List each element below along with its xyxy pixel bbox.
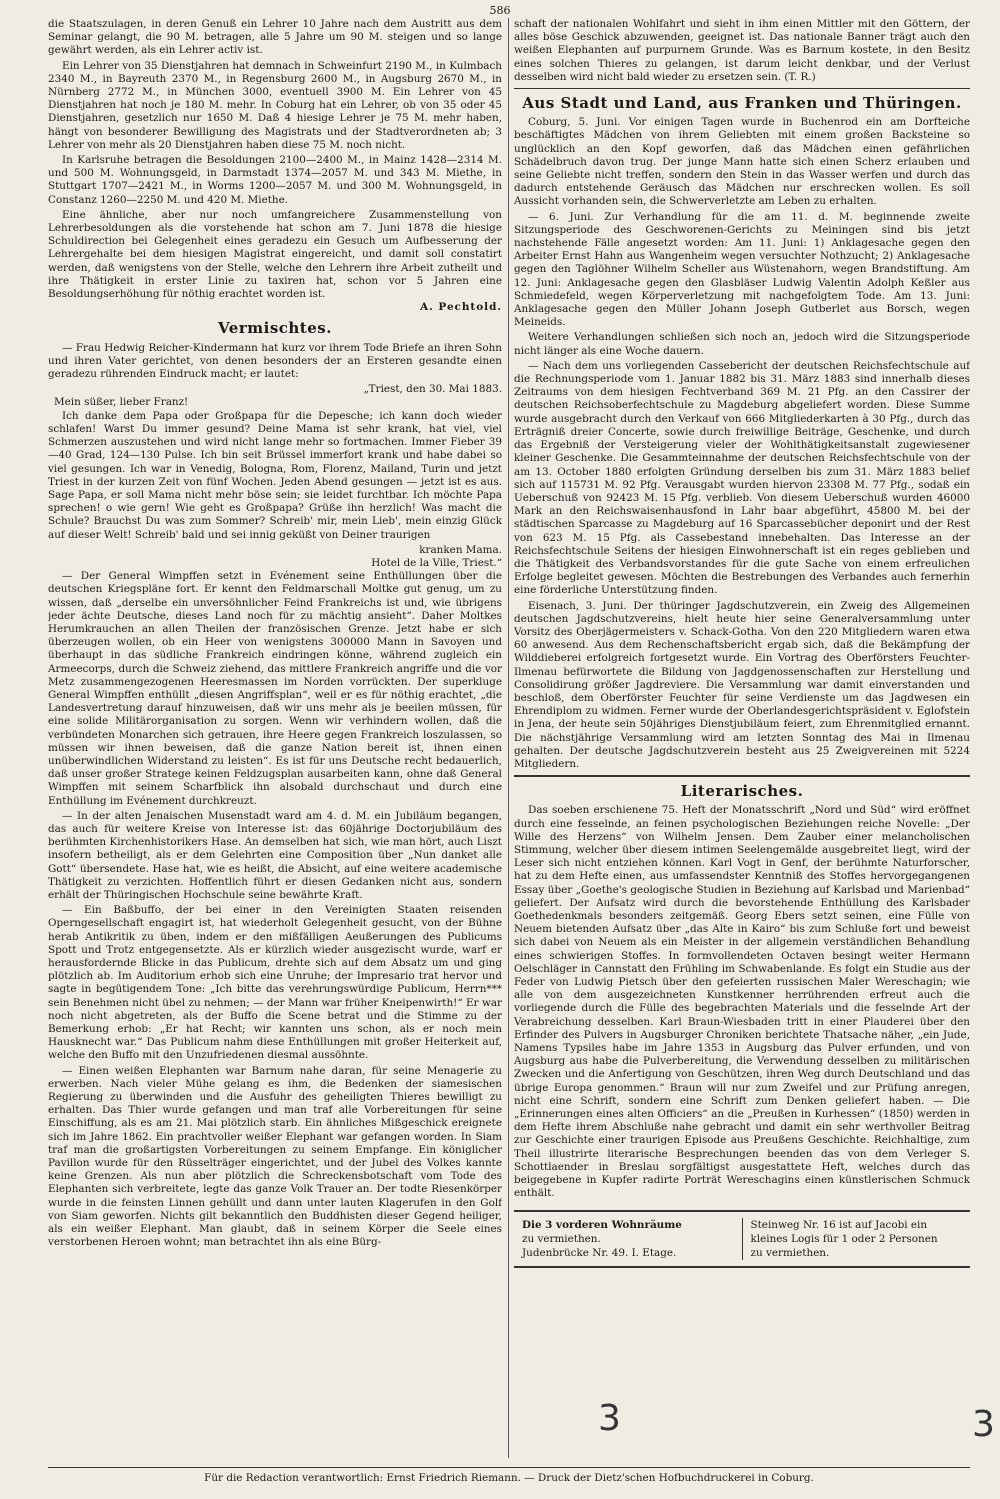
ad-line: Die 3 vorderen Wohnräume	[522, 1219, 682, 1232]
article-text: — Einen weißen Elephanten war Barnum nahe daran, für seine Menagerie zu erwerben. Nach vieler Mühe gelang es ihm, die Bedenken der siamesischen Regierung zu überwinden und die Ausfuhr des geheiligten Thieres bewilligt zu erhalten. Das Thier wurde gefangen und man traf alle Vorbereitungen für seine Einschiffung, als es am 21. Mai plötzlich starb. Ein ähnliches Mißgeschick ereignete sich im Jahre 1862. Ein prachtvoller weißer Elephant war gefangen worden. In Siam traf man die großartigsten Vorbereitungen zu seinem Empfange. Ein königlicher Pavillon wurde für den Rüsselträger eingerichtet, und der Jubel des Volkes kannte keine Grenzen. Als nun aber plötzlich die Schreckensbotschaft vom Tode des Elephanten sich verbreitete, legte das ganze Volk Trauer an. Der todte Riesenkörper wurde in die feinsten Linnen gehüllt und dann unter lauten Klagerufen in den Golf von Siam geworfen. Nichts gilt bekanntlich den Buddhisten dieser Gegend heiliger, als ein weißer Elephant. Man glaubt, daß in seinem Körper die Seele eines verstorbenen Heroen wohnt; man betrachtet ihn als eine Bürg-	[48, 1064, 502, 1249]
ad-line: kleines Logis für 1 oder 2 Personen	[750, 1233, 938, 1246]
divider	[514, 88, 970, 89]
letter-salutation: Mein süßer, lieber Franz!	[54, 396, 189, 409]
page-number: 586	[489, 4, 511, 17]
ad-logis	[742, 1218, 971, 1260]
ad-line: Steinweg Nr. 16 ist auf Jacobi ein	[750, 1219, 928, 1232]
section-heading-literarisches: Literarisches.	[680, 782, 804, 801]
letter-closing-place: Hotel de la Ville, Triest.“	[371, 556, 502, 569]
article-text: Ein Lehrer von 35 Dienstjahren hat demnach in Schweinfurt 2190 M., in Kulmbach 2340 M., in Bayreuth 2370 M., in Regensburg 2600 M., in Augsburg 2670 M., in Nürnberg 2772 M., in München 3000, eventuell 3900 M. Ein Lehrer von 45 Dienstjahren hat noch je 180 M. mehr. In Coburg hat ein Lehrer, ob von 35 oder 45 Dienstjahren, gesetzlich nur 1650 M. Daß 4 hiesige Lehrer je 75 M. mehr haben, hängt von besonderer Bewilligung des Magistrats und der Stadtverordneten ab; 3 Lehrer von mehr als 20 Dienstjahren haben diese 75 M. noch nicht.	[48, 59, 502, 151]
article-text: Eisenach, 3. Juni. Der thüringer Jagdschutzverein, ein Zweig des Allgemeinen deutschen Jagdschutzvereins, hielt heute hier seine Generalversammlung unter Vorsitz des Oberjägermeisters v. Schack-Gotha. Von den 220 Mitgliedern waren etwa 60 anwesend. Aus dem Rechenschaftsbericht ergab sich, daß die Bekämpfung der Wilddieberei erfolgreich fortgesetzt wurde. Ein Vortrag des Oberförsters Feuchter-Ilmenau befürwortete die Bildung von Jagdgenossenschaften zur Herstellung und Consolidirung größer Jagdreviere. Die Versammlung war damit einverstanden und beschloß, dem Oberförster Feuchter für seine Verdienste um das Jagdwesen ein Ehrendiplom zu widmen. Ferner wurde der Oberlandesgerichtspräsident v. Eglofstein in Jena, der heute sein 50jähriges Dienstjubiläum feiert, zum Ehrenmitglied ernannt. Die nächstjährige Versammlung wird am letzten Sonntag des Mai in Ilmenau gehalten. Der deutsche Jagdschutzverein besteht aus 25 Zweigvereinen mit 5224 Mitgliedern.	[514, 599, 970, 770]
article-text: Weitere Verhandlungen schließen sich noch an, jedoch wird die Sitzungsperiode nicht länger als eine Woche dauern.	[514, 331, 970, 357]
article-text: — In der alten Jenaischen Musenstadt ward am 4. d. M. ein Jubiläum begangen, das auch für weitere Kreise von Interesse ist: das 60jährige Doctorjubiläum des berühmten Kirchenhistorikers Hase. An demselben hat sich, wie man hört, auch Liszt insofern betheiligt, als er dem Gelehrten eine Composition über „Nun danket alle Gott“ übersendete. Hase hat, wie es heißt, die Absicht, auf eine weitere academische Thätigkeit zu verzichten. Hoffentlich führt er diesen Gedanken nicht aus, sondern erhält der Thüringischen Hochschule seine bewährte Kraft.	[48, 809, 502, 901]
classified-ads	[514, 1210, 970, 1268]
section-heading-stadt-land: Aus Stadt und Land, aus Franken und Thüringen.	[522, 94, 962, 113]
ad-wohnraeume	[514, 1218, 742, 1260]
letter-body: Ich danke dem Papa oder Großpapa für die Depesche; ich kann doch wieder schlafen! Warst Du immer gesund? Deine Mama ist sehr krank, hat viel, viel Schmerzen auszustehen und wird nicht lange mehr so fortmachen. Immer Fieber 39—40 Grad, 124—130 Pulse. Ich bin seit Brüssel immerfort krank und habe dabei so viel gesungen. Ich war in Venedig, Bologna, Rom, Florenz, Mailand, Turin und jetzt Triest in der kurzen Zeit von fünf Wochen. Jeden Abend gesungen — jetzt ist es aus. Sage Papa, er soll Mama nicht mehr böse sein; sie leidet furchtbar. Ich möchte Papa sprechen! o wie gern! Wie geht es Großpapa? Grüße ihn herzlich! Was macht die Schule? Brauchst Du was zum Sommer? Schreib' mir, mein Lieb', mein einzig Glück auf dieser Welt! Schreib' bald und sei innig geküßt von Deiner traurigen	[48, 409, 502, 541]
article-text: die Staatszulagen, in deren Genuß ein Lehrer 10 Jahre nach dem Austritt aus dem Seminar gelangt, die 90 M. betragen, alle 5 Jahre um 90 M. steigen und so lange gewährt werden, als ein Lehrer activ ist.	[48, 18, 502, 57]
ad-line: zu vermiethen.	[750, 1247, 830, 1260]
divider	[514, 775, 970, 777]
article-text: In Karlsruhe betragen die Besoldungen 2100—2400 M., in Mainz 1428—2314 M. und 500 M. Wohnungsgeld, in Darmstadt 1374—2057 M. und 343 M. Miethe, in Stuttgart 1707—2421 M., in Worms 1200—2057 M. und 300 M. Wohnungsgeld, in Constanz 1260—2250 M. und 420 M. Miethe.	[48, 154, 502, 206]
right-column	[514, 18, 970, 1460]
article-text: Das soeben erschienene 75. Heft der Monatsschrift „Nord und Süd“ wird eröffnet durch eine fesselnde, an feinen psychologischen Beziehungen reiche Novelle: „Der Wille des Herzens“ von Wilhelm Jensen. Dem Zauber einer melancholischen Stimmung, welcher über diesem intimen Seelengemälde ausgebreitet liegt, wird der Leser sich nicht entziehen können. Karl Vogt in Genf, der berühmte Naturforscher, hat zu dem Hefte einen, aus umfassendster Kenntniß des Stoffes hervorgegangenen Essay über „Goethe's geologische Studien in Beziehung auf Karlsbad und Marienbad“ geliefert. Der Aufsatz wird durch die bevorstehende Enthüllung des Karlsbader Goethedenkmals besonders zeitgemäß. Georg Ebers setzt seinen, eine Fülle von Neuem bietenden Aufsatz über „das Alte in Kairo“ bis zum Schluße fort und beweist sich dabei von Neuem als ein Meister in der allgemein verständlichen Behandlung eines schwierigen Stoffes. In formvollendeten Octaven besingt weiter Hermann Oelschläger in Cannstatt den Frühling im Schwabenlande. Es folgt ein Studie aus der Feder von Ludwig Pietsch über den gefeierten russischen Maler Wereschagin; wie alle von dem ausgezeichneten Kunstkenner herrührenden erfreut auch die vorliegende durch die Fülle des begebrachten Materials und die fesselnde Art der Verabreichung desselben. Karl Braun-Wiesbaden tritt in einer Plauderei über den Erfinder des Pulvers in Augsburger Chroniken berichtete Thatsache näher, „ein Jude, Namens Typsiles habe im Jahre 1353 in Augsburg das Pulver erfunden, und von Augsburg aus habe die Pulverbereitung, die Verwendung desselben zu militärischen Zwecken und die Anfertigung von Geschützen, ihren Weg durch Deutschland und das übrige Europa genommen.“ Braun will nur zum Zweifel und zur Prüfung anregen, nicht eine Schrift, sondern eine Schrift zum Denken geliefert haben. — Die „Erinnerungen eines alten Officiers“ an die „Preußen in Kurhessen“ (1850) werden in dem Hefte ihrem Abschluße nahe gebracht und damit ein sehr werthvoller Beitrag zur Geschichte einer traurigen Episode aus Preußens Geschichte. Reichhaltige, zum Theil illustrirte literarische Besprechungen beenden das von dem Verleger S. Schottlaender in Breslau sorgfältigst ausgestattete Heft, welches durch das beigegebene in Kupfer radirte Porträt Wereschagins einen künstlerischen Schmuck enthält.	[514, 804, 970, 1200]
imprint-footer: Für die Redaction verantwortlich: Ernst Friedrich Riemann. — Druck der Dietz'schen Hofbuchdruckerei in Coburg.	[48, 1467, 970, 1484]
article-text: — Frau Hedwig Reicher-Kindermann hat kurz vor ihrem Tode Briefe an ihren Sohn und ihren Vater gerichtet, von denen besonders der an Ersteren gesandte einen geradezu rührenden Eindruck macht; er lautet:	[48, 341, 502, 381]
column-divider	[508, 18, 509, 1458]
author-signature: A. Pechtold.	[420, 301, 502, 314]
article-text: Coburg, 5. Juni. Vor einigen Tagen wurde in Buchenrod ein am Dorfteiche beschäftigtes Mädchen von ihrem Geliebten mit einem großen Backsteine so unglücklich an den Kopf geworfen, daß das Mädchen einen gefährlichen Schädelbruch davon trug. Der junge Mann hatte sich einen Scherz erlauben und seine Geliebte nicht treffen, sondern den Stein in das Wasser werfen und durch das dadurch entstehende Geräusch das Mädchen nur erschrecken wollen. Es soll Aussicht vorhanden sein, die Schwerverletzte am Leben zu erhalten.	[514, 116, 970, 208]
handwritten-mark: 3	[598, 1398, 621, 1439]
handwritten-mark: 3	[972, 1404, 995, 1445]
ad-line: Judenbrücke Nr. 49. I. Etage.	[522, 1247, 677, 1260]
left-column	[48, 18, 502, 1460]
article-text: — Nach dem uns vorliegenden Cassebericht der deutschen Reichsfechtschule auf die Rechnungsperiode vom 1. Januar 1882 bis 31. März 1883 sind innerhalb dieses Zeitraums von dem hiesigen Fechtverband 369 M. 21 Pfg. an den Cassirer der deutschen Reichsoberfechtschule zu Magdeburg abgeliefert worden. Diese Summe wurde ausgebracht durch den Verkauf von 666 Mitgliederkarten à 30 Pfg., durch das Erträgniß dreier Concerte, sowie durch freiwillige Beiträge, Geschenke, und durch das Ergebniß der Versteigerung vieler der Wohlthätigkeitsanstalt zugewiesener kleiner Geschenke. Die Gesammteinnahme der deutschen Reichsfechtschule von der am 13. October 1880 erfolgten Gründung derselben bis zum 31. März 1883 belief sich auf 115731 M. 92 Pfg. Verausgabt wurden hiervon 23308 M. 77 Pfg., sodaß ein Ueberschuß von 92423 M. 15 Pfg. verblieb. Von diesem Ueberschuß wurden 46000 Mark an den Reichswaisenhausfond in Lahr baar abgeführt, 45800 M. bei der städtischen Sparcasse zu Magdeburg auf 16 Sparcassebücher deponirt und der Rest von 623 M. 15 Pfg. als Cassebestand innebehalten. Das Interesse an der Reichsfechtschule Seitens der hiesigen Einwohnerschaft ist ein reges geblieben und die Thätigkeit des Verbandsvorstandes für die gute Sache von einem erfreulichen Erfolge begleitet gewesen. Möchten die Bestrebungen des Verbandes auch fernerhin eine förderliche Unterstützung finden.	[514, 359, 970, 597]
article-text: schaft der nationalen Wohlfahrt und sieht in ihm einen Mittler mit den Göttern, der alles böse Geschick abzuwenden, geeignet ist. Das nationale Banner trägt auch den weißen Elephanten auf purpurnem Grunde. Was es Barnum kostete, in den Besitz eines solchen Thieres zu gelangen, ist darum leicht denkbar, und der Verlust desselben wird nicht bald wieder zu ersetzen sein. (T. R.)	[514, 18, 970, 83]
letter-closing: kranken Mama.	[419, 543, 502, 556]
article-text: — Der General Wimpffen setzt in Evénement seine Enthüllungen über die deutschen Kriegspläne fort. Er kennt den Feldmarschall Moltke gut genug, um zu wissen, daß „derselbe ein unversöhnlicher Feind Frankreichs ist und, wie übrigens jeder ächte Deutsche, dieses Land noch für zu mächtig ansieht“. Daher Moltkes Herumkrauchen an allen Theilen der französischen Grenze. Jetzt habe er sich überzeugen wollen, ob ein Heer von wenigstens 300000 Mann in Savoyen und überhaupt in das südliche Frankreich eindringen könne, während zugleich ein Armeecorps, durch die Schweiz ziehend, das mittlere Frankreich angriffe und die vor Metz zusammengezogenen Heeresmassen im Norden vorrückten. Der superkluge General Wimpffen enthüllt „diesen Angriffsplan“, weil er es für nöthig erachtet, „die Landesvertretung darauf hinzuweisen, daß wir uns mehr als je beeilen müssen, für eine solide Militärorganisation zu sorgen. Wenn wir verhindern wollen, daß die verbündeten Monarchen sich getrauen, ihre Heere gegen Frankreich loszulassen, so müssen wir ihnen beweisen, daß die ganze Nation bereit ist, ihnen einen unüberwindlichen Widerstand zu leisten“. Es ist für uns Deutsche recht bedauerlich, daß unser großer Stratege keinen Feldzugsplan ausarbeiten kann, ohne daß General Wimpffen mit seinem Scharfblick ihn alsobald durchschaut und durch eine Enthüllung im Evénement durchkreuzt.	[48, 570, 502, 807]
article-text: Eine ähnliche, aber nur noch umfangreichere Zusammenstellung von Lehrerbesoldungen als die vorstehende hat schon am 7. Juni 1878 die hiesige Schuldirection bei Gelegenheit eines geradezu ein Gesuch um Aufbesserung der Lehrergehalte bei dem hiesigen Magistrat eingereicht, und damit soll constatirt werden, daß wenigstens von der Stelle, welche den Lehrern ihre Arbeit zutheilt und ihre Thätigkeit in erster Linie zu taxiren hat, schon vor 5 Jahren eine Besoldungserhöhung für nöthig erachtet worden ist.	[48, 208, 502, 301]
section-heading-vermischtes: Vermischtes.	[218, 319, 332, 338]
ad-line: zu vermiethen.	[522, 1233, 601, 1246]
letter-date: „Triest, den 30. Mai 1883.	[363, 383, 502, 396]
article-text: — Ein Baßbuffo, der bei einer in den Vereinigten Staaten reisenden Operngesellschaft engagirt ist, hat wiederholt Gelegenheit gesucht, von der Bühne herab Antikritik zu üben, indem er den mißfälligen Aeußerungen des Publicums Spott und Trotz entgegensetzte. Als er kürzlich wieder ausgezischt wurde, warf er herausfordernde Blicke in das Publicum, drehte sich auf dem Absatz um und ging plötzlich ab. Im Auditorium erhob sich eine Unruhe; der Impresario trat hervor und sagte in begütigendem Tone: „Ich bitte das verehrungswürdige Publicum, Herrn*** sein Benehmen nicht übel zu nehmen; — der Mann war früher Kneipenwirth!“ Er war noch nicht abgetreten, als der Buffo die Scene betrat und die Stimme zu der Bemerkung erhob: „Er hat Recht; wir kannten uns schon, als er noch mein Hausknecht war.“ Das Publicum nahm diese Enthüllungen mit großer Heiterkeit auf, welche den Buffo mit den Unzufriedenen diesmal aussöhnte.	[48, 904, 502, 1062]
article-text: — 6. Juni. Zur Verhandlung für die am 11. d. M. beginnende zweite Sitzungsperiode des Geschworenen-Gerichts zu Meiningen sind bis jetzt nachstehende Fälle angesetzt worden: Am 11. Juni: 1) Anklagesache gegen den Arbeiter Ernst Hahn aus Wangenheim wegen versuchter Nothzucht; 2) Anklagesache gegen den Taglöhner Wilhelm Scheller aus Wüstenahorn, wegen Brandstiftung. Am 12. Juni: Anklagesache gegen den Glasbläser Ludwig Valentin Adolph Keßler aus Schmiedefeld, wegen Körperverletzung mit nachgefolgtem Tode. Am 13. Juni: Anklagesache gegen den Müller Johann Joseph Gutberlet aus Borsch, wegen Meineids.	[514, 210, 970, 329]
